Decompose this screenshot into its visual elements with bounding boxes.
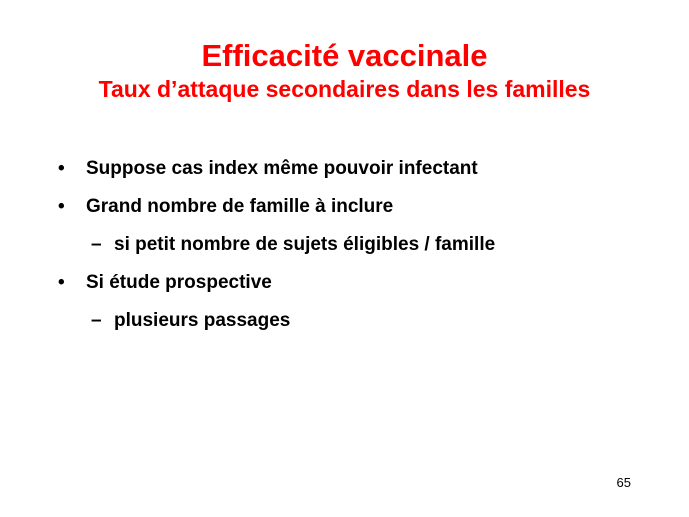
sub-bullet-text: plusieurs passages xyxy=(114,310,291,331)
slide-title: Efficacité vaccinale xyxy=(201,38,488,73)
dash-marker: – xyxy=(91,310,102,331)
bullet-marker: • xyxy=(58,158,65,179)
bullet-text: Grand nombre de famille à inclure xyxy=(86,196,394,217)
slide-subtitle: Taux d’attaque secondaires dans les familles xyxy=(98,76,591,102)
bullet-item xyxy=(58,194,658,232)
bullet-item xyxy=(58,270,658,308)
sub-bullet-item xyxy=(58,232,658,270)
title-block xyxy=(0,36,689,103)
bullet-text: Suppose cas index même pouvoir infectant xyxy=(86,158,478,179)
dash-marker: – xyxy=(91,234,102,255)
sub-bullet-item xyxy=(58,308,658,346)
bullet-marker: • xyxy=(58,196,65,217)
bullet-list xyxy=(58,156,658,346)
page-number: 65 xyxy=(616,475,631,490)
sub-bullet-text: si petit nombre de sujets éligibles / famille xyxy=(114,234,496,255)
bullet-item xyxy=(58,156,658,194)
bullet-text: Si étude prospective xyxy=(86,272,272,293)
bullet-marker: • xyxy=(58,272,65,293)
